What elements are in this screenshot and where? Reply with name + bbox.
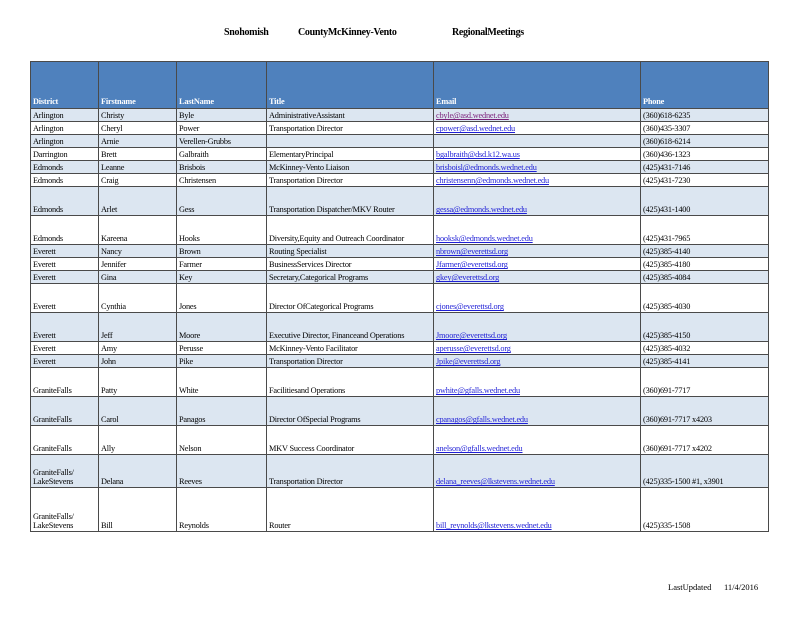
cell-email bbox=[434, 258, 641, 271]
cell-firstname: Ally bbox=[99, 426, 177, 455]
email-link[interactable]: Jmoore@everettsd.org bbox=[436, 331, 507, 341]
email-link[interactable]: Jpike@everettsd.org bbox=[436, 357, 501, 367]
cell-district: Arlington bbox=[31, 109, 99, 122]
cell-firstname: Christy bbox=[99, 109, 177, 122]
table-body bbox=[31, 109, 769, 532]
cell-title: MKV Success Coordinator bbox=[267, 426, 434, 455]
cell-title: Diversity,Equity and Outreach Coordinator bbox=[267, 216, 434, 245]
email-link[interactable]: cpanagos@gfalls.wednet.edu bbox=[436, 415, 528, 425]
email-link[interactable]: aperusse@everettsd.org bbox=[436, 344, 511, 354]
cell-lastname: White bbox=[177, 368, 267, 397]
cell-title: ElementaryPrincipal bbox=[267, 148, 434, 161]
cell-phone: (360)618-6235 bbox=[641, 109, 769, 122]
cell-district: Everett bbox=[31, 258, 99, 271]
cell-district: Everett bbox=[31, 342, 99, 355]
cell-lastname: Moore bbox=[177, 313, 267, 342]
cell-title: Director OfCategorical Programs bbox=[267, 284, 434, 313]
cell-firstname: Cynthia bbox=[99, 284, 177, 313]
table-row bbox=[31, 135, 769, 148]
cell-phone: (360)691-7717 x4202 bbox=[641, 426, 769, 455]
cell-phone: (425)385-4140 bbox=[641, 245, 769, 258]
cell-title: BusinessServices Director bbox=[267, 258, 434, 271]
cell-title: Transportation Director bbox=[267, 455, 434, 488]
cell-phone: (425)385-4032 bbox=[641, 342, 769, 355]
cell-phone: (360)691-7717 bbox=[641, 368, 769, 397]
cell-district: Edmonds bbox=[31, 174, 99, 187]
cell-phone: (425)335-1500 #1, x3901 bbox=[641, 455, 769, 488]
cell-title: Facilitiesand Operations bbox=[267, 368, 434, 397]
last-updated-label: LastUpdated bbox=[668, 582, 712, 592]
cell-firstname: Amy bbox=[99, 342, 177, 355]
cell-phone: (425)385-4141 bbox=[641, 355, 769, 368]
cell-lastname: Reynolds bbox=[177, 488, 267, 532]
cell-firstname: Jeff bbox=[99, 313, 177, 342]
col-header-lastname: LastName bbox=[177, 62, 267, 109]
cell-title: AdministrativeAssistant bbox=[267, 109, 434, 122]
cell-district: Arlington bbox=[31, 122, 99, 135]
cell-phone: (425)385-4180 bbox=[641, 258, 769, 271]
cell-firstname: Kareena bbox=[99, 216, 177, 245]
cell-lastname: Hooks bbox=[177, 216, 267, 245]
cell-email bbox=[434, 368, 641, 397]
cell-firstname: Arnie bbox=[99, 135, 177, 148]
last-updated-date: 11/4/2016 bbox=[724, 582, 759, 592]
cell-phone: (425)385-4030 bbox=[641, 284, 769, 313]
email-link[interactable]: cbyle@asd.wednet.edu bbox=[436, 111, 509, 121]
cell-firstname: Brett bbox=[99, 148, 177, 161]
cell-firstname: John bbox=[99, 355, 177, 368]
table-row bbox=[31, 122, 769, 135]
cell-email bbox=[434, 187, 641, 216]
cell-phone: (360)691-7717 x4203 bbox=[641, 397, 769, 426]
cell-district: Arlington bbox=[31, 135, 99, 148]
cell-email bbox=[434, 109, 641, 122]
cell-email bbox=[434, 216, 641, 245]
header-meetings: RegionalMeetings bbox=[452, 27, 524, 38]
cell-email bbox=[434, 355, 641, 368]
cell-email bbox=[434, 488, 641, 532]
cell-email bbox=[434, 122, 641, 135]
cell-firstname: Leanne bbox=[99, 161, 177, 174]
cell-email bbox=[434, 148, 641, 161]
cell-email bbox=[434, 284, 641, 313]
cell-email bbox=[434, 313, 641, 342]
cell-lastname: Brisbois bbox=[177, 161, 267, 174]
table-header-row bbox=[31, 62, 769, 109]
cell-firstname: Nancy bbox=[99, 245, 177, 258]
cell-email bbox=[434, 455, 641, 488]
email-link[interactable]: bill_reynolds@lkstevens.wednet.edu bbox=[436, 521, 552, 531]
cell-lastname: Panagos bbox=[177, 397, 267, 426]
cell-title bbox=[267, 135, 434, 148]
cell-email bbox=[434, 245, 641, 258]
cell-firstname: Patty bbox=[99, 368, 177, 397]
cell-district: Edmonds bbox=[31, 216, 99, 245]
col-header-email: Email bbox=[434, 62, 641, 109]
cell-lastname: Galbraith bbox=[177, 148, 267, 161]
cell-district: GraniteFalls bbox=[31, 397, 99, 426]
cell-district: GraniteFalls/ LakeStevens bbox=[31, 455, 99, 488]
cell-title: McKinney-Vento Liaison bbox=[267, 161, 434, 174]
table-row bbox=[31, 355, 769, 368]
table-row bbox=[31, 109, 769, 122]
email-link[interactable]: pwhite@gfalls.wednet.edu bbox=[436, 386, 520, 396]
email-link[interactable]: nbrown@everettsd.org bbox=[436, 247, 508, 257]
cell-phone: (425)431-7230 bbox=[641, 174, 769, 187]
table-row bbox=[31, 148, 769, 161]
header-county: Snohomish bbox=[224, 27, 269, 38]
cell-lastname: Power bbox=[177, 122, 267, 135]
cell-title: Routing Specialist bbox=[267, 245, 434, 258]
cell-firstname: Cheryl bbox=[99, 122, 177, 135]
cell-phone: (360)436-1323 bbox=[641, 148, 769, 161]
cell-firstname: Jennifer bbox=[99, 258, 177, 271]
cell-phone: (425)385-4150 bbox=[641, 313, 769, 342]
cell-phone: (360)618-6214 bbox=[641, 135, 769, 148]
cell-district: GraniteFalls/ LakeStevens bbox=[31, 488, 99, 532]
cell-district: Edmonds bbox=[31, 187, 99, 216]
cell-title: Director OfSpecial Programs bbox=[267, 397, 434, 426]
table-row bbox=[31, 488, 769, 532]
cell-email bbox=[434, 342, 641, 355]
cell-firstname: Delana bbox=[99, 455, 177, 488]
cell-lastname: Gess bbox=[177, 187, 267, 216]
cell-title: McKinney-Vento Facilitator bbox=[267, 342, 434, 355]
cell-title: Transportation Director bbox=[267, 122, 434, 135]
table-row bbox=[31, 161, 769, 174]
cell-title: Executive Director, Financeand Operations bbox=[267, 313, 434, 342]
cell-lastname: Jones bbox=[177, 284, 267, 313]
col-header-title: Title bbox=[267, 62, 434, 109]
cell-email bbox=[434, 426, 641, 455]
cell-lastname: Perusse bbox=[177, 342, 267, 355]
cell-district: GraniteFalls bbox=[31, 368, 99, 397]
col-header-phone: Phone bbox=[641, 62, 769, 109]
table-row bbox=[31, 187, 769, 216]
table-row bbox=[31, 426, 769, 455]
cell-district: Everett bbox=[31, 313, 99, 342]
cell-phone: (425)431-7146 bbox=[641, 161, 769, 174]
cell-lastname: Verellen-Grubbs bbox=[177, 135, 267, 148]
cell-title: Transportation Director bbox=[267, 174, 434, 187]
col-header-firstname: Firstname bbox=[99, 62, 177, 109]
cell-phone: (425)385-4084 bbox=[641, 271, 769, 284]
email-link[interactable]: delana_reeves@lkstevens.wednet.edu bbox=[436, 477, 555, 487]
table-row bbox=[31, 284, 769, 313]
cell-lastname: Farmer bbox=[177, 258, 267, 271]
cell-title: Transportation Dispatcher/MKV Router bbox=[267, 187, 434, 216]
cell-firstname: Craig bbox=[99, 174, 177, 187]
header-title: CountyMcKinney-Vento bbox=[298, 27, 397, 38]
table-row bbox=[31, 216, 769, 245]
col-header-district: District bbox=[31, 62, 99, 109]
cell-email bbox=[434, 135, 641, 148]
table-row bbox=[31, 313, 769, 342]
table-row bbox=[31, 174, 769, 187]
cell-title: Transportation Director bbox=[267, 355, 434, 368]
table-row bbox=[31, 271, 769, 284]
cell-phone: (360)435-3307 bbox=[641, 122, 769, 135]
cell-lastname: Byle bbox=[177, 109, 267, 122]
cell-title: Router bbox=[267, 488, 434, 532]
table-row bbox=[31, 368, 769, 397]
email-link[interactable]: anelson@gfalls.wednet.edu bbox=[436, 444, 523, 454]
cell-email bbox=[434, 271, 641, 284]
cell-firstname: Arlet bbox=[99, 187, 177, 216]
cell-lastname: Reeves bbox=[177, 455, 267, 488]
email-link[interactable]: Jfarmer@everettsd.org bbox=[436, 260, 508, 270]
email-link[interactable]: cpower@asd.wednet.edu bbox=[436, 124, 516, 134]
contacts-table bbox=[30, 61, 769, 532]
cell-email bbox=[434, 161, 641, 174]
table-row bbox=[31, 342, 769, 355]
cell-district: Darrington bbox=[31, 148, 99, 161]
cell-email bbox=[434, 397, 641, 426]
cell-lastname: Nelson bbox=[177, 426, 267, 455]
cell-district: Edmonds bbox=[31, 161, 99, 174]
cell-firstname: Gina bbox=[99, 271, 177, 284]
cell-title: Secretary,Categorical Programs bbox=[267, 271, 434, 284]
table-row bbox=[31, 258, 769, 271]
email-link[interactable]: hooksk@edmonds.wednet.edu bbox=[436, 234, 533, 244]
email-link[interactable]: bgalbraith@dsd.k12.wa.us bbox=[436, 150, 520, 160]
cell-phone: (425)431-1400 bbox=[641, 187, 769, 216]
cell-firstname: Bill bbox=[99, 488, 177, 532]
email-link[interactable]: gessa@edmonds.wednet.edu bbox=[436, 205, 527, 215]
cell-district: Everett bbox=[31, 355, 99, 368]
cell-lastname: Christensen bbox=[177, 174, 267, 187]
table-row bbox=[31, 245, 769, 258]
cell-email bbox=[434, 174, 641, 187]
table-row bbox=[31, 455, 769, 488]
cell-phone: (425)431-7965 bbox=[641, 216, 769, 245]
cell-district: Everett bbox=[31, 245, 99, 258]
cell-district: GraniteFalls bbox=[31, 426, 99, 455]
email-link[interactable]: brisboisl@edmonds.wednet.edu bbox=[436, 163, 537, 173]
email-link[interactable]: gkey@everettsd.org bbox=[436, 273, 500, 283]
table-row bbox=[31, 397, 769, 426]
cell-phone: (425)335-1508 bbox=[641, 488, 769, 532]
cell-district: Everett bbox=[31, 284, 99, 313]
cell-firstname: Carol bbox=[99, 397, 177, 426]
cell-district: Everett bbox=[31, 271, 99, 284]
cell-lastname: Pike bbox=[177, 355, 267, 368]
cell-lastname: Key bbox=[177, 271, 267, 284]
email-link[interactable]: cjones@everettsd.org bbox=[436, 302, 504, 312]
email-link[interactable]: christensenn@edmonds.wednet.edu bbox=[436, 176, 549, 186]
cell-lastname: Brown bbox=[177, 245, 267, 258]
